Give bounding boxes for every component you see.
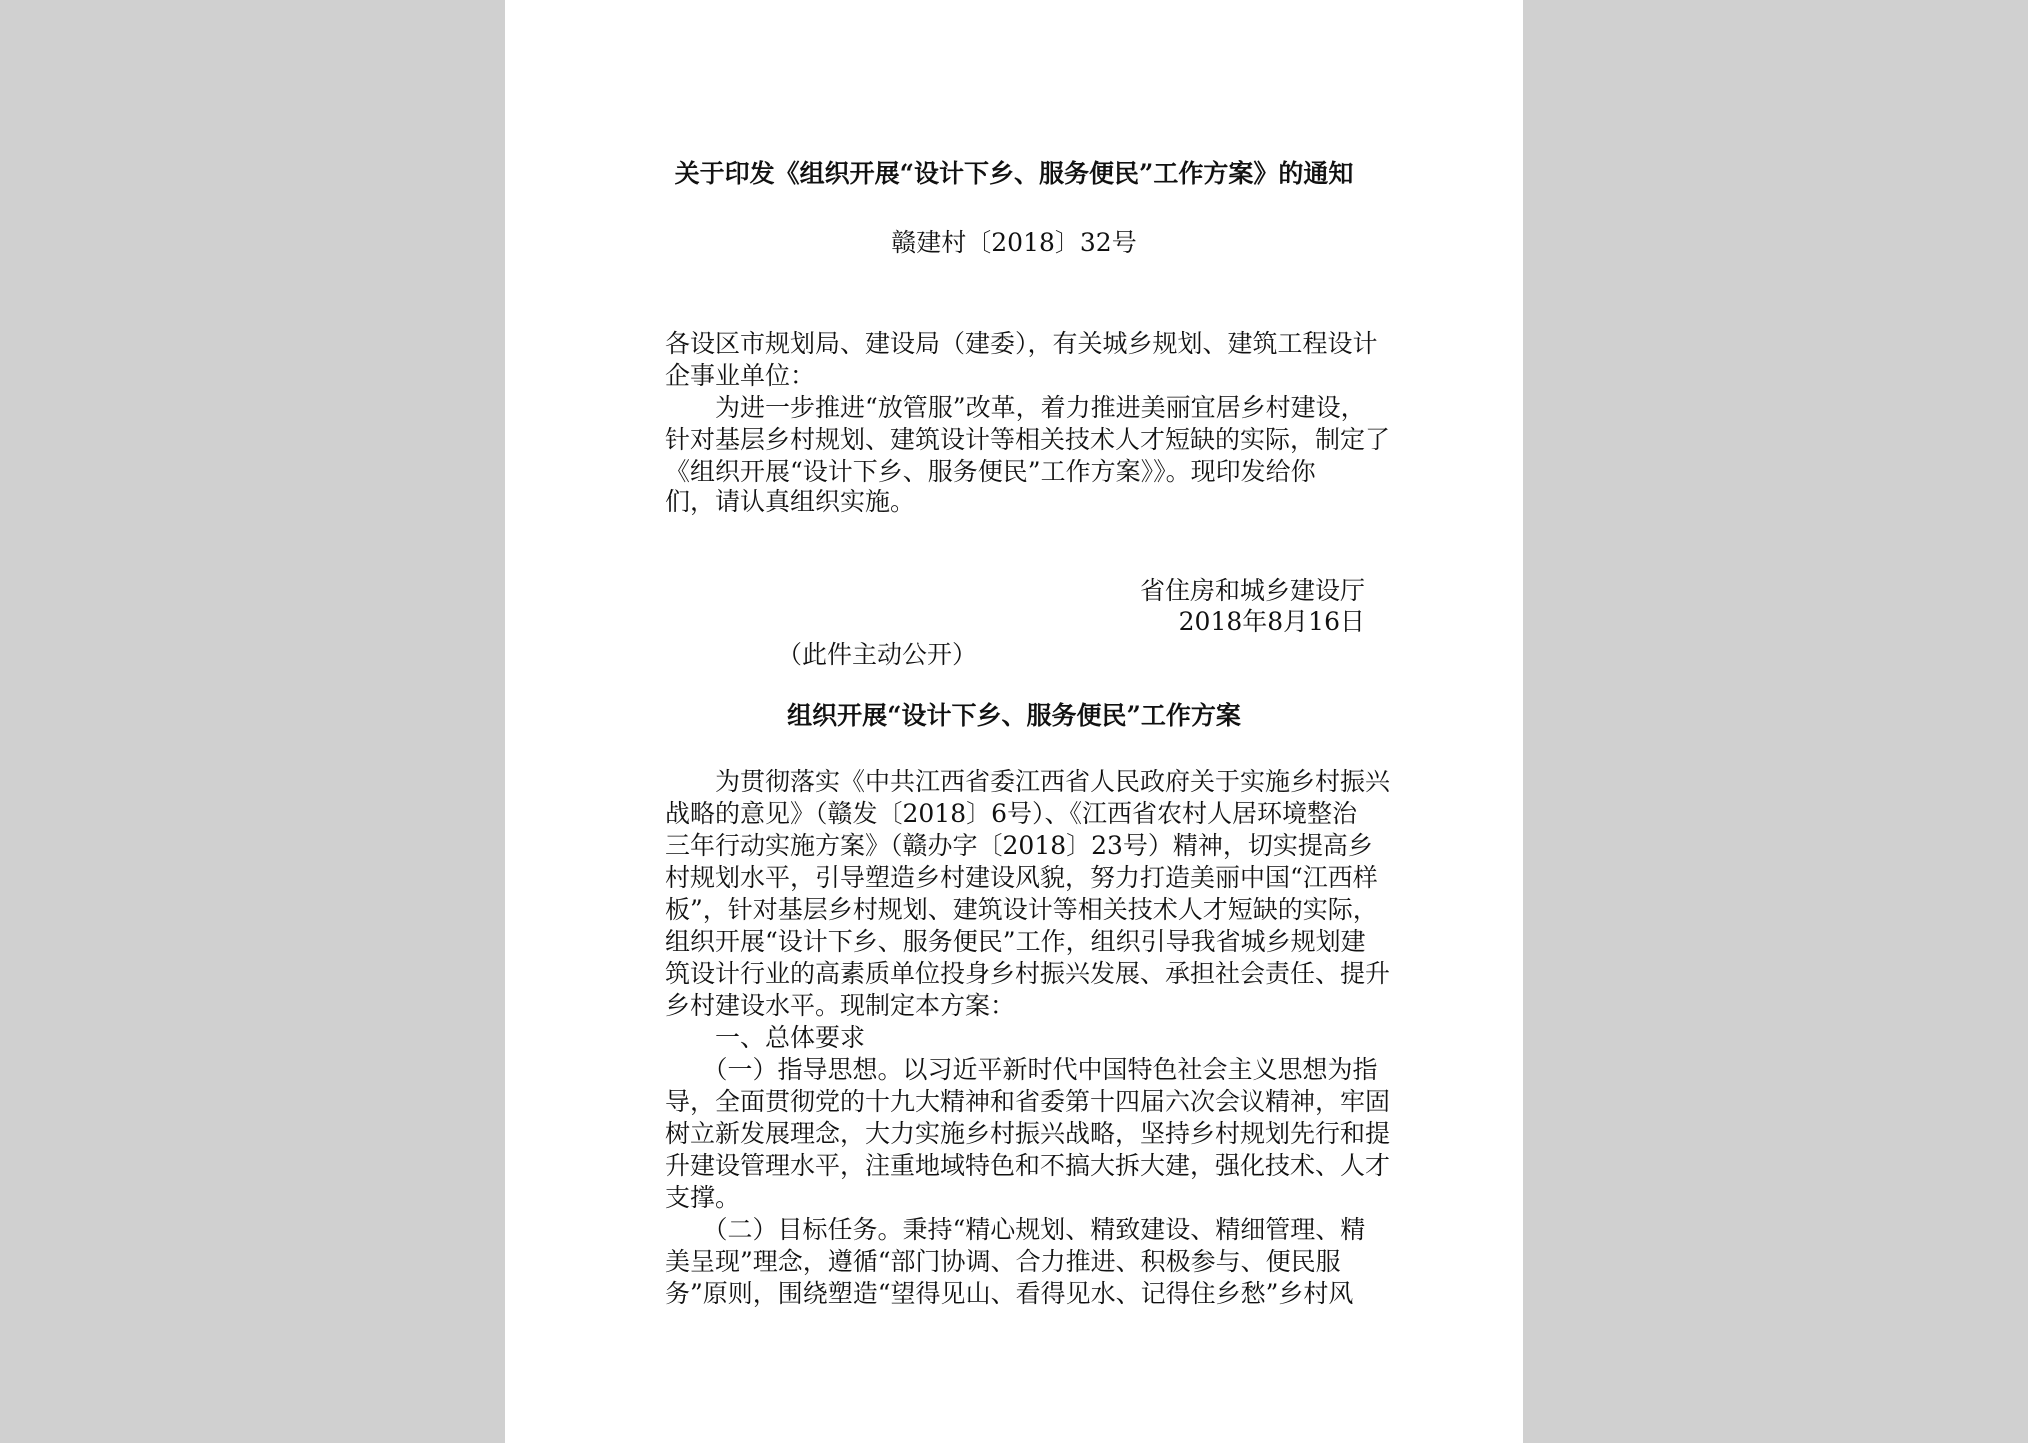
- plan-title: 组织开展“设计下乡、服务便民”工作方案: [787, 701, 1241, 730]
- plan-line: 组织开展“设计下乡、服务便民”工作，组织引导我省城乡规划建: [665, 927, 1366, 956]
- document-page: [505, 0, 1523, 1443]
- document-number: 赣建村〔2018〕32号: [891, 228, 1137, 257]
- plan-line: （一）指导思想。以习近平新时代中国特色社会主义思想为指: [665, 1055, 1378, 1084]
- public-note: （此件主动公开）: [777, 640, 978, 669]
- plan-line: 板”，针对基层乡村规划、建筑设计等相关技术人才短缺的实际，: [665, 895, 1378, 924]
- notice-line: 各设区市规划局、建设局（建委），有关城乡规划、建筑工程设计: [665, 329, 1378, 358]
- plan-line: 筑设计行业的高素质单位投身乡村振兴发展、承担社会责任、提升: [665, 959, 1391, 988]
- document-title: 关于印发《组织开展“设计下乡、服务便民”工作方案》的通知: [674, 159, 1354, 188]
- plan-line: 三年行动实施方案》（赣办字〔2018〕23号）精神，切实提高乡: [665, 831, 1373, 860]
- plan-line: 乡村建设水平。现制定本方案：: [665, 991, 1016, 1020]
- plan-line: 升建设管理水平，注重地域特色和不搞大拆大建，强化技术、人才: [665, 1151, 1391, 1180]
- plan-line: 村规划水平，引导塑造乡村建设风貌，努力打造美丽中国“江西样: [665, 863, 1378, 892]
- section-heading: 一、总体要求: [665, 1023, 866, 1052]
- plan-line: （二）目标任务。秉持“精心规划、精致建设、精细管理、精: [665, 1215, 1366, 1244]
- notice-line: 企事业单位：: [665, 361, 816, 390]
- issuer-name: 省住房和城乡建设厅: [1139, 576, 1365, 605]
- notice-line: 为进一步推进“放管服”改革，着力推进美丽宜居乡村建设，: [665, 393, 1366, 422]
- notice-line: 们，请认真组织实施。: [665, 487, 916, 516]
- notice-line: 《组织开展“设计下乡、服务便民”工作方案》》。现印发给你: [665, 457, 1316, 486]
- plan-line: 战略的意见》（赣发〔2018〕6号）、《江西省农村人居环境整治: [665, 799, 1358, 828]
- issue-date: 2018年8月16日: [1178, 607, 1365, 636]
- plan-line: 务”原则，围绕塑造“望得见山、看得见水、记得住乡愁”乡村风: [665, 1279, 1354, 1308]
- plan-line: 为贯彻落实《中共江西省委江西省人民政府关于实施乡村振兴: [665, 767, 1391, 796]
- plan-line: 美呈现”理念，遵循“部门协调、合力推进、积极参与、便民服: [665, 1247, 1341, 1276]
- notice-line: 针对基层乡村规划、建筑设计等相关技术人才短缺的实际，制定了: [665, 425, 1391, 454]
- plan-line: 树立新发展理念，大力实施乡村振兴战略，坚持乡村规划先行和提: [665, 1119, 1391, 1148]
- plan-line: 支撑。: [665, 1183, 741, 1212]
- plan-line: 导，全面贯彻党的十九大精神和省委第十四届六次会议精神，牢固: [665, 1087, 1391, 1116]
